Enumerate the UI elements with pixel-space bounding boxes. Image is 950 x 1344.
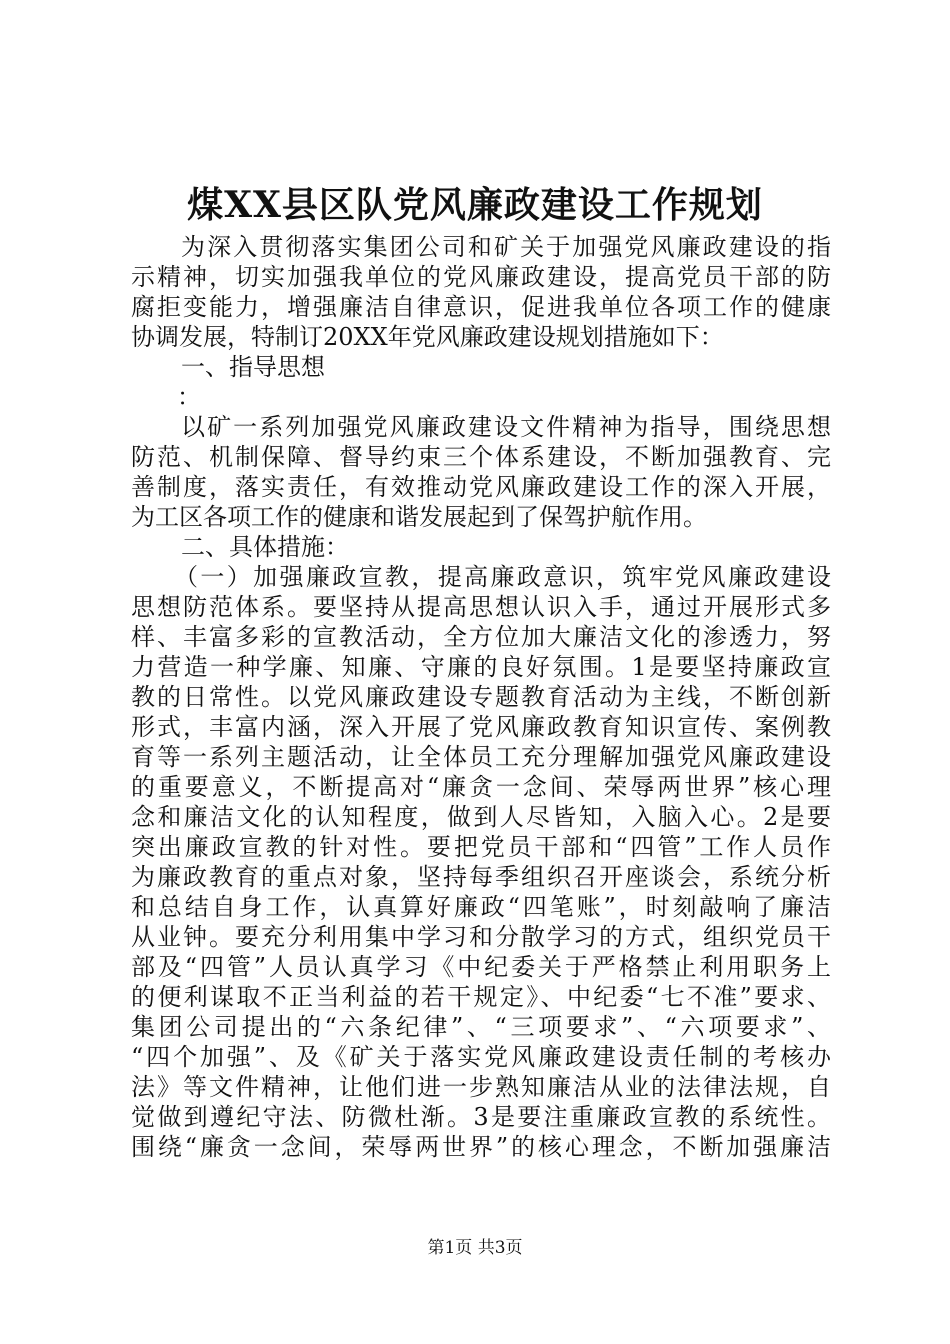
paragraph-line: 样、丰富多彩的宣教活动，全方位加大廉洁文化的渗透力，努	[131, 623, 831, 651]
paragraph-line: 念和廉洁文化的认知程度，做到人尽皆知，入脑入心。2是要	[131, 803, 831, 831]
paragraph-line: 善制度，落实责任，有效推动党风廉政建设工作的深入开展，	[131, 473, 831, 501]
paragraph-line: 集团公司提出的“六条纪律”、“三项要求”、“六项要求”、	[131, 1013, 831, 1041]
paragraph-line: 部及“四管”人员认真学习《中纪委关于严格禁止利用职务上	[131, 953, 831, 981]
paragraph-line: 示精神，切实加强我单位的党风廉政建设，提高党员干部的防	[131, 263, 831, 291]
paragraph-line: “四个加强”、及《矿关于落实党风廉政建设责任制的考核办	[131, 1043, 831, 1071]
paragraph-line: 的便利谋取不正当利益的若干规定》、中纪委“七不准”要求、	[131, 983, 831, 1011]
page-footer: 第1页 共3页	[427, 1238, 523, 1258]
paragraph-line: 腐拒变能力，增强廉洁自律意识，促进我单位各项工作的健康	[131, 293, 831, 321]
paragraph-line: 的重要意义，不断提高对“廉贪一念间、荣辱两世界”核心理	[131, 773, 831, 801]
paragraph-line: 突出廉政宣教的针对性。要把党员干部和“四管”工作人员作	[131, 833, 831, 861]
paragraph-line: 以矿一系列加强党风廉政建设文件精神为指导，围绕思想	[181, 413, 831, 441]
paragraph-line: 教的日常性。以党风廉政建设专题教育活动为主线，不断创新	[131, 683, 831, 711]
paragraph-line: 从业钟。要充分利用集中学习和分散学习的方式，组织党员干	[131, 923, 831, 951]
paragraph-line: 为工区各项工作的健康和谐发展起到了保驾护航作用。	[131, 503, 707, 531]
paragraph-line: ：	[177, 383, 201, 411]
paragraph-line: 思想防范体系。要坚持从提高思想认识入手，通过开展形式多	[131, 593, 831, 621]
paragraph-line: 法》等文件精神，让他们进一步熟知廉洁从业的法律法规，自	[131, 1073, 831, 1101]
paragraph-line: 为廉政教育的重点对象，坚持每季组织召开座谈会，系统分析	[131, 863, 831, 891]
paragraph-line: 为深入贯彻落实集团公司和矿关于加强党风廉政建设的指	[181, 233, 831, 261]
section-heading: 二、具体措施：	[181, 533, 349, 561]
document-title: 煤XX县区队党风廉政建设工作规划	[187, 184, 763, 226]
paragraph-line: 围绕“廉贪一念间，荣辱两世界”的核心理念，不断加强廉洁	[131, 1133, 831, 1161]
paragraph-line: 和总结自身工作，认真算好廉政“四笔账”，时刻敲响了廉洁	[131, 893, 831, 921]
paragraph-line: 力营造一种学廉、知廉、守廉的良好氛围。1是要坚持廉政宣	[131, 653, 831, 681]
section-heading: 一、指导思想	[181, 353, 325, 381]
paragraph-line: 觉做到遵纪守法、防微杜渐。3是要注重廉政宣教的系统性。	[131, 1103, 831, 1131]
paragraph-line: 协调发展，特制订20XX年党风廉政建设规划措施如下：	[131, 323, 724, 351]
document-body	[131, 232, 831, 1162]
paragraph-line: （一）加强廉政宣教，提高廉政意识，筑牢党风廉政建设	[174, 563, 831, 591]
paragraph-line: 育等一系列主题活动，让全体员工充分理解加强党风廉政建设	[131, 743, 831, 771]
paragraph-line: 形式，丰富内涵，深入开展了党风廉政教育知识宣传、案例教	[131, 713, 831, 741]
paragraph-line: 防范、机制保障、督导约束三个体系建设，不断加强教育、完	[131, 443, 831, 471]
